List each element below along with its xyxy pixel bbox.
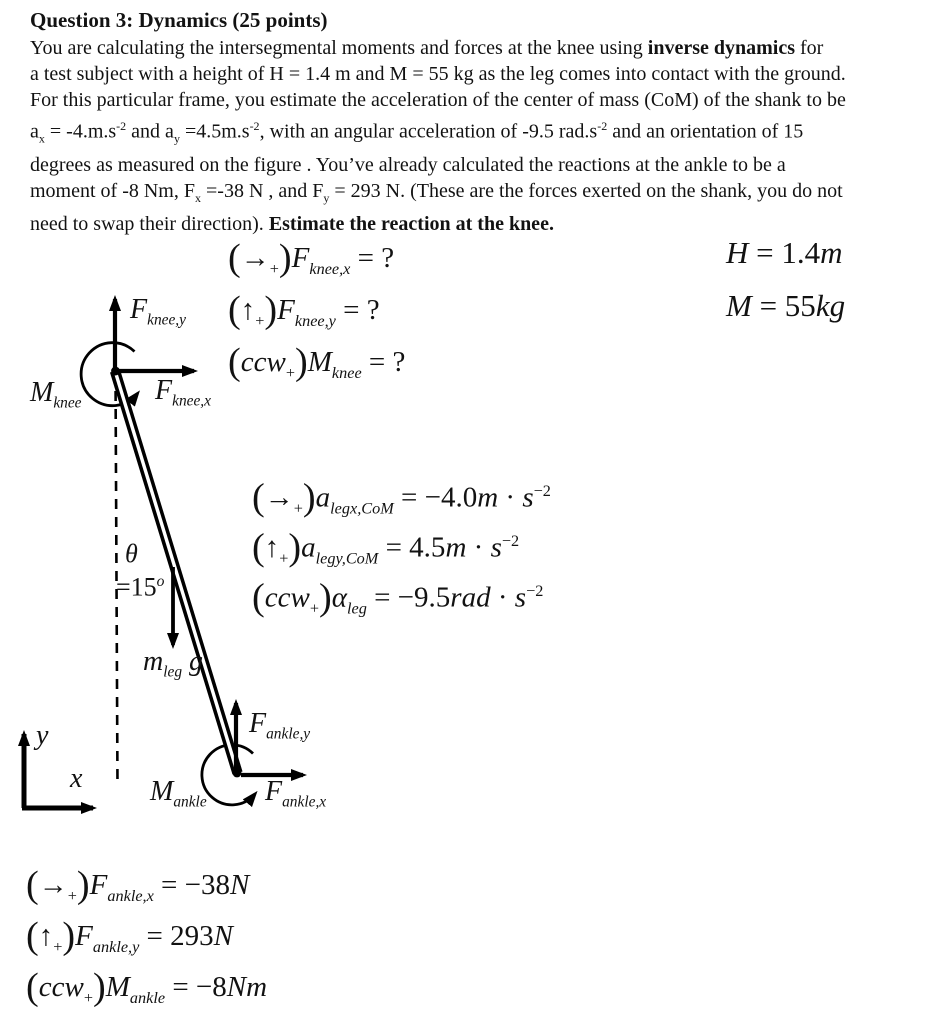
text-line: M = 55kg <box>726 288 846 323</box>
text-line: You are calculating the intersegmental moments and forces at the knee using inverse dynamics for <box>30 37 824 59</box>
text-line: $(↑_+)F_{ankle,y} = 293N$ <box>26 915 233 958</box>
label-leg-weight: $m_{leg}$ g <box>143 646 204 681</box>
subject-constants <box>726 226 845 332</box>
label-f-ankle-y: $F_{ankle,y}$ <box>249 708 311 743</box>
text-line: $(ccw_+)M_{ankle} = -8Nm$ <box>26 966 268 1009</box>
text-line: moment of -8 Nm, $F_x =-38$ N , and $F_y = 293$ N. (These are the forces exerted on the shank, you do not <box>30 179 843 205</box>
label-m-knee: $M_{knee}$ <box>30 377 82 412</box>
text-line: $(ccw_+)M_{knee}$ = ? <box>228 341 406 384</box>
knee-unknowns-equations <box>228 232 405 388</box>
label-f-ankle-x: $F_{ankle,x}$ <box>265 776 327 811</box>
label-x-axis: x <box>70 763 83 794</box>
question-section <box>30 6 946 237</box>
text-line: H = 1.4m <box>726 235 843 270</box>
text-line: a test subject with a height of H = 1.4 m and M = 55 kg as the leg comes into contact with the ground. <box>30 63 846 85</box>
text-line: degrees as measured on the figure . You’ve already calculated the reactions at the ankle to be a <box>30 153 786 176</box>
text-line: $(↑_+)a_{legy,CoM} = 4.5m \cdot s^{-2}$ <box>252 526 520 569</box>
label-theta-value: $=15^o$ <box>116 572 165 602</box>
text-line: $(↑_+)F_{knee,y}$ = ? <box>228 289 380 332</box>
ankle-joint-dot <box>233 769 242 778</box>
label-m-ankle: $M_{ankle}$ <box>150 776 207 811</box>
knee-moment-arc <box>81 343 137 406</box>
label-f-knee-y: $F_{knee,y}$ <box>130 294 186 329</box>
question-title: Question 3: Dynamics (25 points) <box>30 8 328 32</box>
acceleration-equations <box>252 466 551 619</box>
text-line: $(\to_+)F_{ankle,x} = -38N$ <box>26 864 250 907</box>
question-body <box>30 35 946 237</box>
text-line: need to swap their direction). Estimate the reaction at the knee. <box>30 212 554 235</box>
label-theta: θ <box>125 539 138 568</box>
text-line: For this particular frame, you estimate the acceleration of the center of mass (CoM) of the shank to be <box>30 89 846 111</box>
text-line: $(ccw_+)\alpha_{leg} = -9.5rad \cdot s^{-2}$ <box>252 576 544 619</box>
text-line: $(\to_+)F_{knee,x}$ = ? <box>228 237 395 280</box>
label-y-axis: y <box>36 720 49 751</box>
ankle-reaction-equations <box>26 860 267 1013</box>
label-f-knee-x: $F_{knee,x}$ <box>155 375 211 410</box>
knee-joint-dot <box>111 367 120 376</box>
text-line: $a_x = -4.m.s^{-2}$ and $a_y =4.5m.s^{-2}$, with an angular acceleration of -9.5 $rad.s^{-2}$ and an orientation of 15 <box>30 119 804 146</box>
text-line: $(\to_+)a_{legx,CoM} = -4.0m \cdot s^{-2}$ <box>252 476 551 519</box>
